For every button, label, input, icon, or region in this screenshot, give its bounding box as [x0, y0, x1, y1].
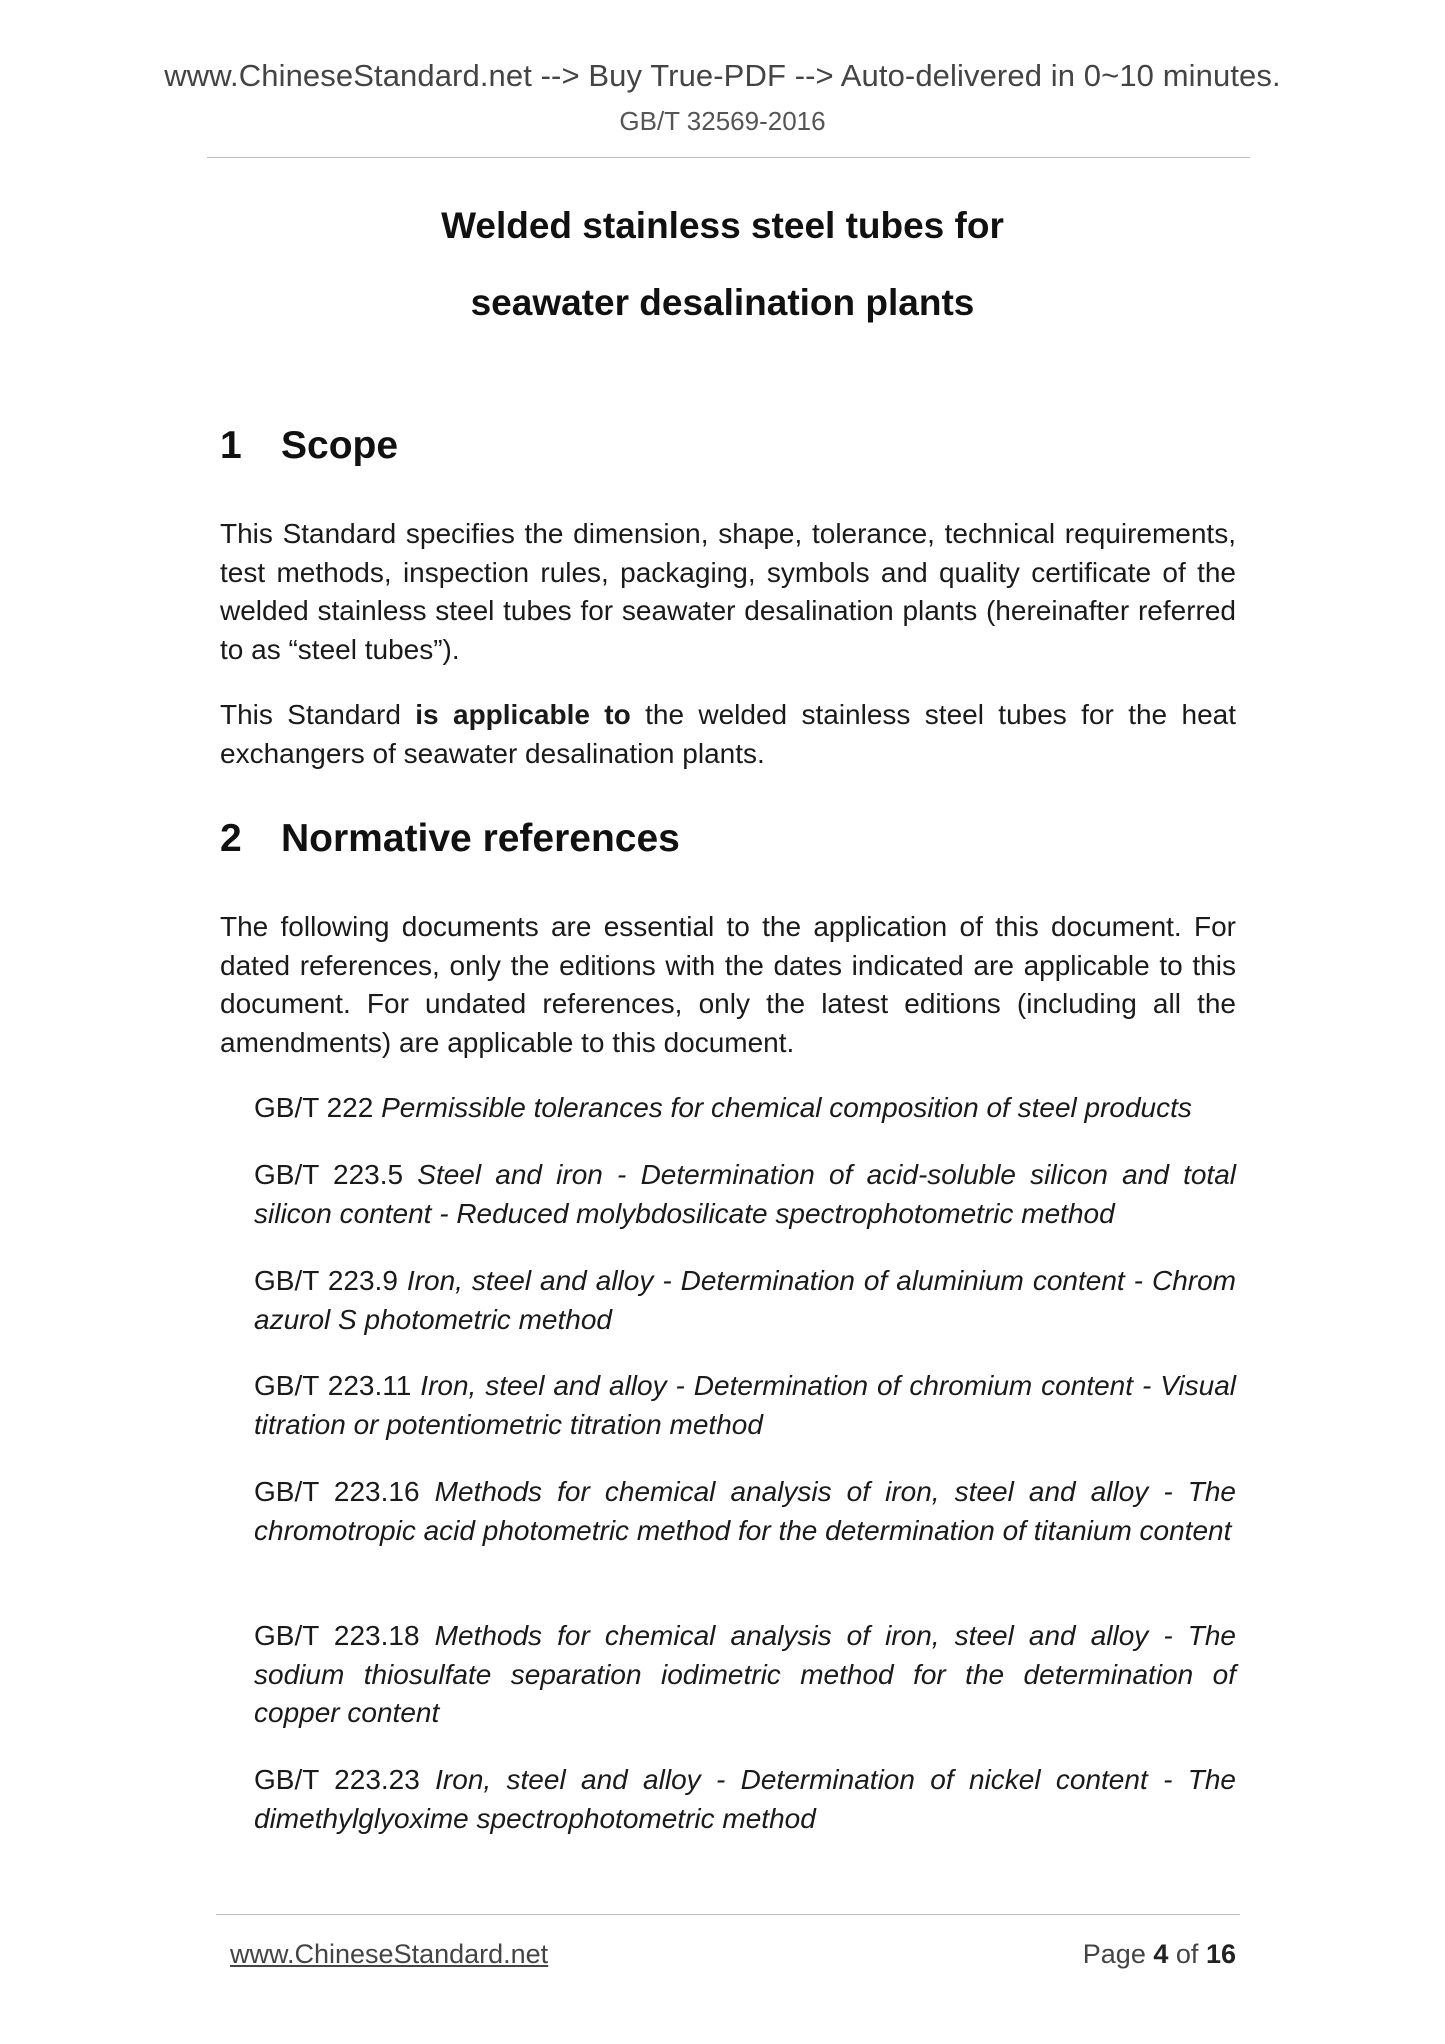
reference-code: GB/T 223.23 [254, 1764, 420, 1795]
section-number: 1 [220, 424, 242, 467]
page-of-label: of [1175, 1939, 1199, 1969]
section-title: Normative references [281, 817, 680, 860]
document-id: GB/T 32569-2016 [619, 106, 826, 136]
reference-code: GB/T 223.5 [254, 1159, 404, 1190]
normative-references-intro: The following documents are essential to the application of this document. For dated references, only the editions with the dates indicated are applicable to this document. For undated references, only the latest editions (including all the amendments) are applicable to this document. [220, 911, 1236, 1058]
reference-item [254, 1761, 1236, 1838]
reference-title: Iron, steel and alloy - Determination of chromium content - Visual titration or potentiometric titration method [254, 1370, 1236, 1440]
reference-item [254, 1473, 1236, 1550]
page-number [1083, 1939, 1236, 1970]
reference-code: GB/T 223.18 [254, 1620, 420, 1651]
section-number: 2 [220, 817, 242, 860]
reference-code: GB/T 222 [254, 1092, 374, 1123]
scope-paragraph-1: This Standard specifies the dimension, shape, tolerance, technical requirements, test methods, inspection rules, packaging, symbols and quality certificate of the welded stainless steel tubes for seawater desalination plants (hereinafter referred to as “steel tubes”). [220, 518, 1236, 665]
section-heading-normative-references [220, 817, 680, 861]
reference-item [254, 1262, 1236, 1339]
reference-item [254, 1089, 1236, 1128]
reference-item [254, 1617, 1236, 1733]
text-run: This Standard [220, 699, 416, 730]
bold-emphasis: is applicable to [415, 699, 631, 730]
scope-paragraph-2 [220, 696, 1236, 773]
page-label: Page [1082, 1939, 1146, 1969]
reference-item [254, 1367, 1236, 1444]
section-heading-scope [220, 424, 398, 468]
reference-title: Methods for chemical analysis of iron, steel and alloy - The chromotropic acid photometric method for the determination of titanium content [254, 1476, 1237, 1546]
document-title-line-2: seawater desalination plants [470, 282, 975, 323]
footer-website-link[interactable]: www.ChineseStandard.net [230, 1939, 549, 1969]
reference-code: GB/T 223.9 [254, 1265, 398, 1296]
reference-title: Iron, steel and alloy - Determination of nickel content - The dimethylglyoxime spectrophotometric method [254, 1764, 1236, 1834]
footer-divider [216, 1914, 1240, 1915]
section-title: Scope [281, 424, 399, 467]
header-divider [207, 157, 1250, 158]
reference-title: Permissible tolerances for chemical composition of steel products [381, 1092, 1192, 1123]
reference-title: Steel and iron - Determination of acid-soluble silicon and total silicon content - Reduced molybdosilicate spectrophotometric method [254, 1159, 1236, 1229]
reference-code: GB/T 223.11 [254, 1370, 412, 1401]
text-run: the welded stainless steel tubes for the heat exchangers of seawater desalination plants. [220, 699, 1236, 769]
total-pages: 16 [1205, 1939, 1236, 1969]
reference-title: Iron, steel and alloy - Determination of aluminium content - Chrom azurol S photometric method [254, 1265, 1237, 1335]
current-page: 4 [1153, 1939, 1169, 1969]
document-title-line-1: Welded stainless steel tubes for [441, 205, 1004, 246]
reference-code: GB/T 223.16 [254, 1476, 420, 1507]
reference-item [254, 1156, 1236, 1233]
header-banner: www.ChineseStandard.net --> Buy True-PDF --> Auto-delivered in 0~10 minutes. [164, 58, 1281, 93]
reference-title: Methods for chemical analysis of iron, steel and alloy - The sodium thiosulfate separation iodimetric method for the determination of copper content [254, 1620, 1237, 1728]
